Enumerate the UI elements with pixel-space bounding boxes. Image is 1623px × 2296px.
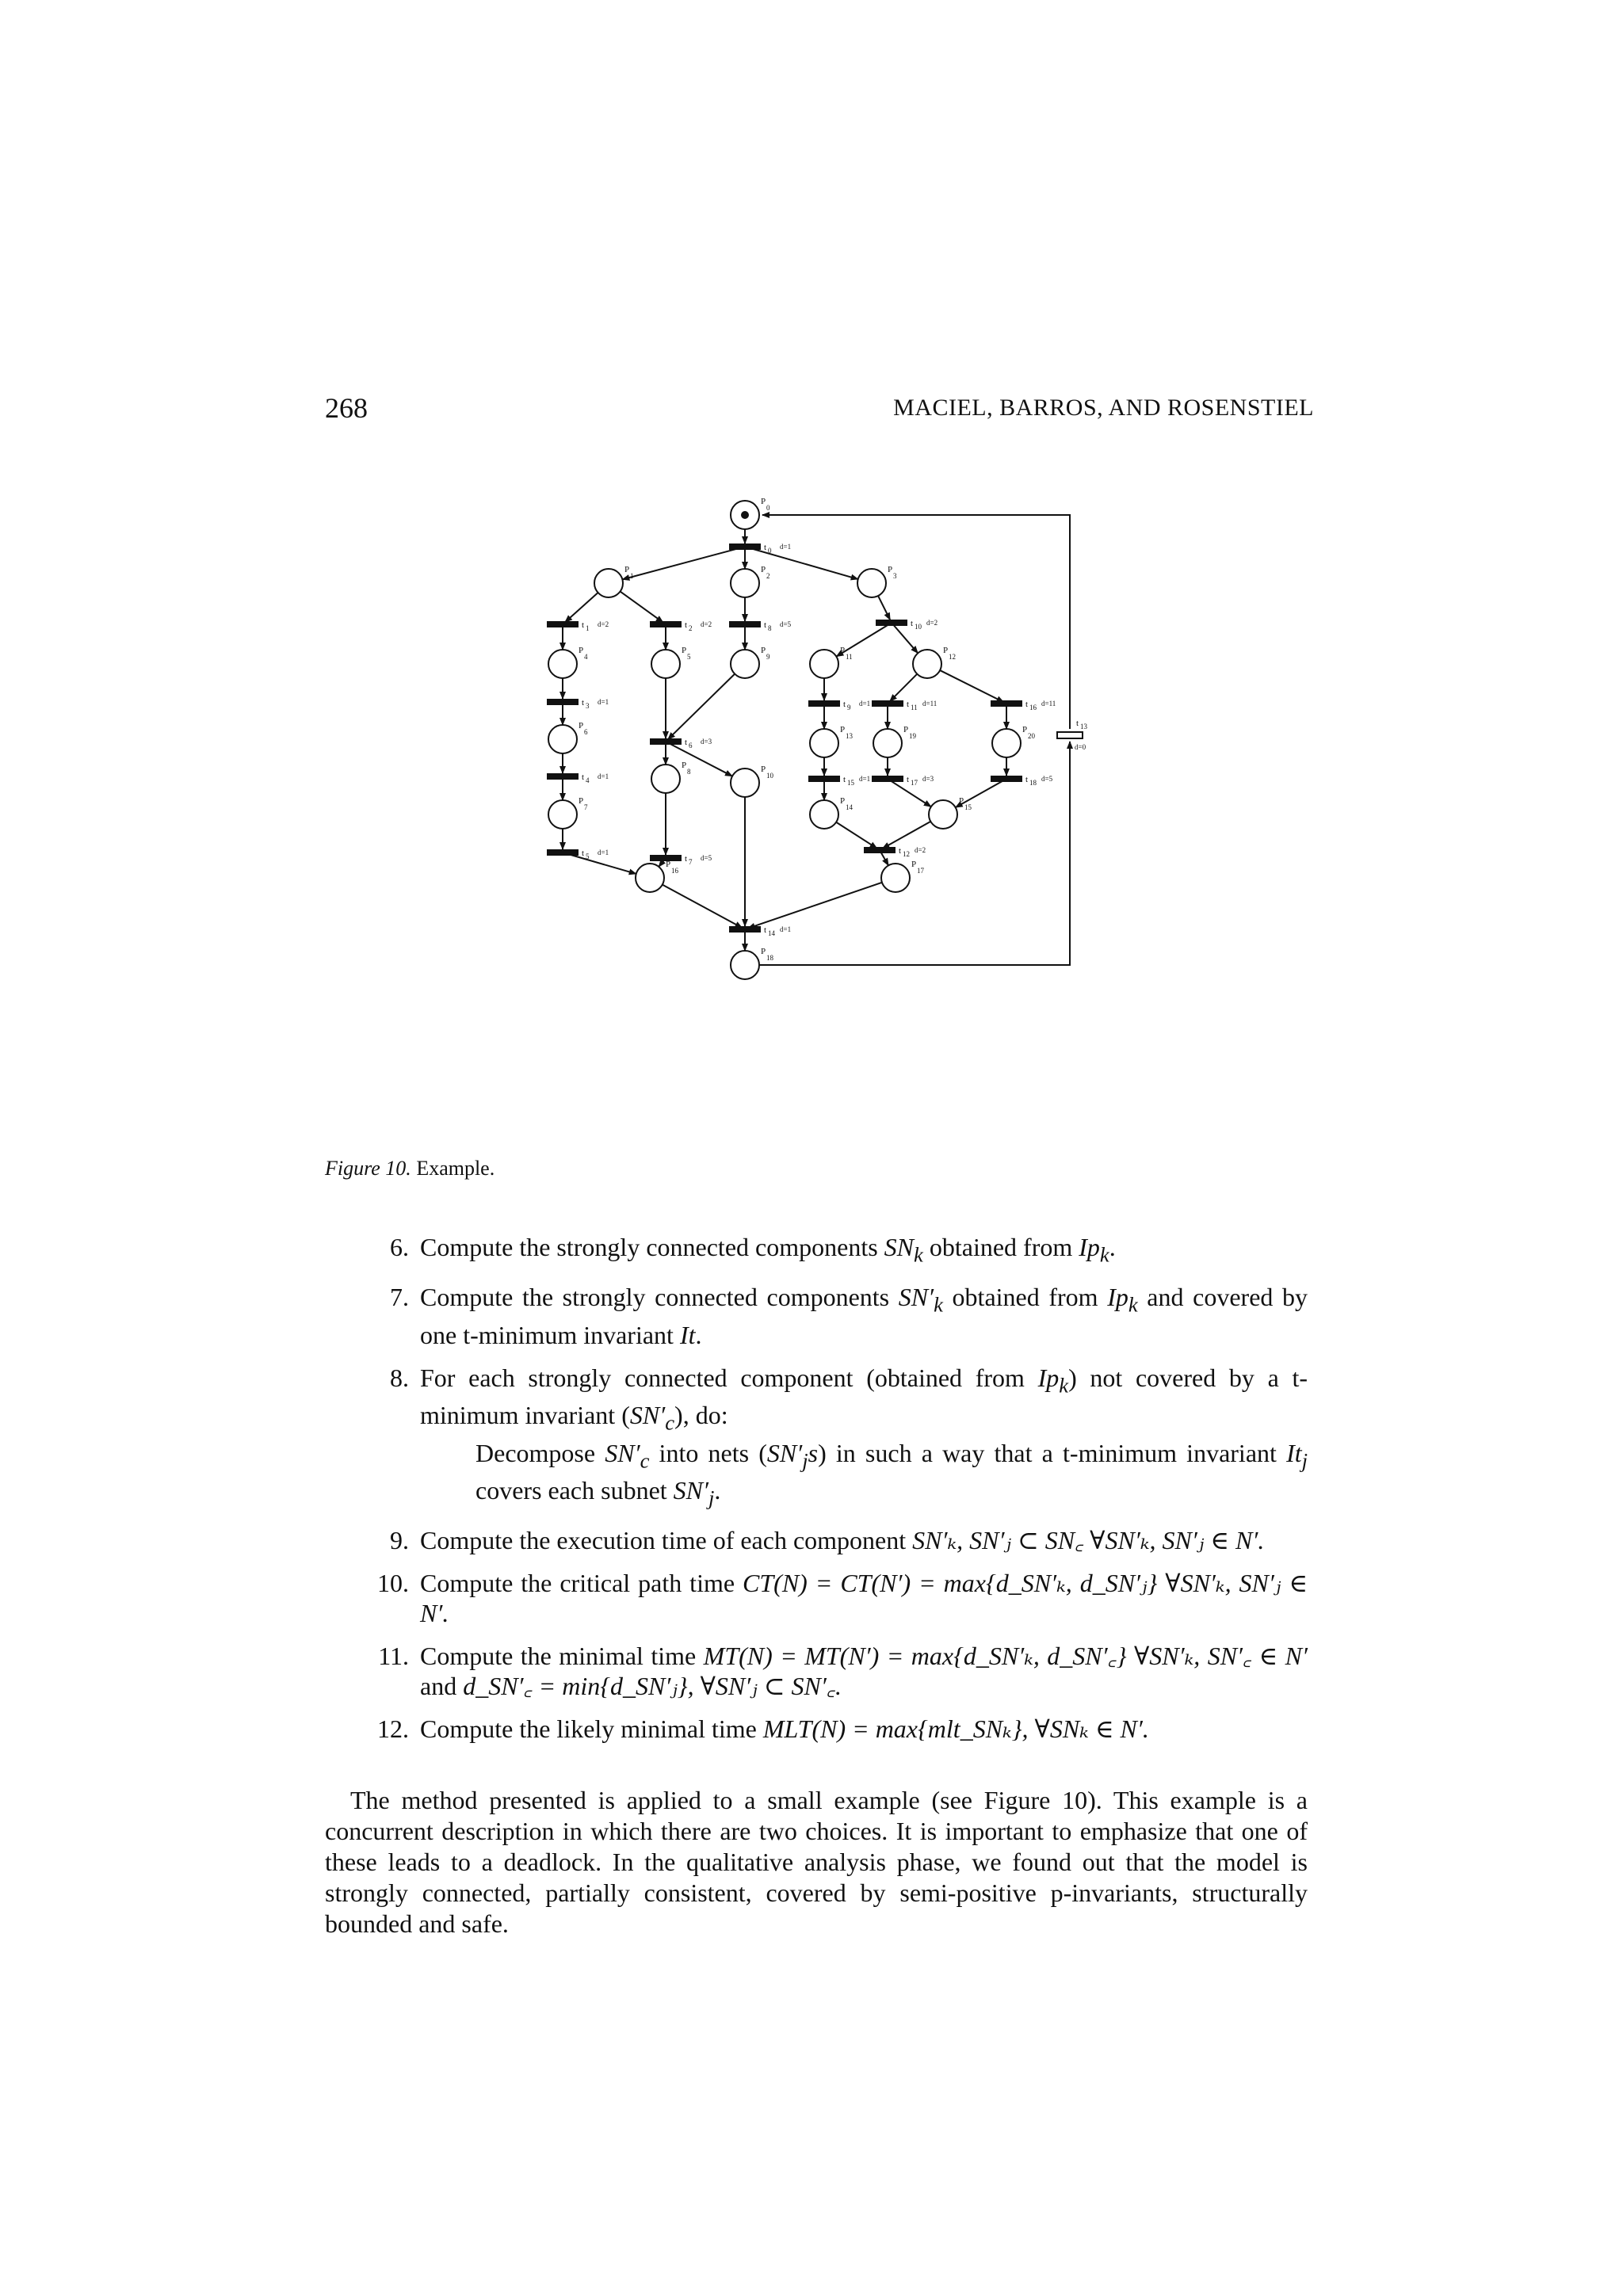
transition-label-sub: 5 (586, 852, 590, 860)
transition-label: t (582, 849, 585, 858)
transition-label: t (843, 700, 846, 709)
transition-label: t (764, 620, 767, 630)
place-label: P (761, 646, 766, 655)
place-p3 (857, 569, 886, 597)
place-p12 (913, 650, 941, 678)
place-label-sub: 3 (893, 572, 897, 580)
place-label: P (888, 565, 893, 574)
arc-t12-p17 (881, 852, 888, 865)
delay-label: d=11 (1041, 700, 1056, 707)
place-label-sub: 16 (671, 867, 678, 875)
caption-text: Example. (416, 1157, 495, 1180)
item-text: obtained from (922, 1233, 1079, 1261)
math-sub: k (1128, 1292, 1138, 1317)
place-p14 (810, 800, 838, 829)
figure-caption (325, 1157, 495, 1180)
transition-label: t (907, 775, 910, 784)
transition-label-sub: 0 (768, 547, 772, 555)
transition-label: t (1076, 719, 1079, 728)
transition-label-sub: 7 (689, 858, 693, 866)
transition-label: t (843, 775, 846, 784)
arc-p16-t14 (663, 885, 743, 929)
transition-label: t (582, 620, 585, 630)
place-label: P (1022, 725, 1028, 734)
math-sub: c (665, 1410, 675, 1435)
place-p9 (731, 650, 759, 678)
math-snk: SN (884, 1233, 914, 1261)
math-expression: CT(N) = CT(N′) = max{d_SN′ₖ, d_SN′ⱼ} ∀SN′ₖ, SN′ⱼ ∈ N′. (420, 1569, 1308, 1628)
place-label-sub: 18 (766, 954, 773, 962)
arc-p1-t2 (621, 592, 663, 623)
place-label: P (579, 646, 584, 655)
delay-label: d=2 (915, 846, 926, 854)
transition-label-sub: 6 (689, 742, 693, 749)
arc-p17-t14 (748, 883, 882, 929)
math-snpk: SN′ (898, 1283, 934, 1312)
math-snpc: SN′ (605, 1438, 640, 1467)
item-text: For each strongly connected component (obtained from (420, 1363, 1038, 1392)
list-item-6 (372, 1232, 1308, 1269)
math-sub: k (1099, 1242, 1109, 1267)
item-text: covers each subnet (475, 1475, 674, 1505)
transition-t18 (991, 776, 1022, 782)
arc-t0-p1 (622, 547, 742, 579)
math-sub: k (934, 1292, 943, 1317)
transition-t0 (729, 543, 761, 550)
item-text: Compute the likely minimal time (420, 1714, 763, 1744)
transition-label-sub: 8 (768, 624, 772, 632)
body-paragraph: The method presented is applied to a small example (see Figure 10). This example is a concurrent description in which there are two choices. It is important to emphasize that one of these leads to a deadlock. In the qualitative analysis phase, we found out that the model is strongly connected, partially consistent, covered by semi-positive p-invariants, structurally bounded and safe. (325, 1786, 1308, 1938)
transition-t2 (650, 621, 682, 627)
place-p19 (873, 729, 902, 757)
delay-label: d=5 (780, 620, 792, 628)
delay-label: d=11 (922, 700, 938, 707)
transition-t5 (547, 849, 579, 856)
place-p13 (810, 729, 838, 757)
item-text: . (714, 1475, 721, 1505)
item-text: ) not covered by a t-minimum invariant ( (420, 1363, 1308, 1430)
place-p7 (548, 800, 577, 829)
transition-t10 (876, 620, 907, 626)
place-p20 (992, 729, 1021, 757)
place-label-sub: 0 (766, 504, 770, 512)
transition-label: t (582, 698, 585, 707)
transition-label: t (582, 772, 585, 782)
place-label: P (682, 761, 687, 770)
math-expression: MT(N) = MT(N′) = max{d_SN′ₖ, d_SN′꜀} ∀SN′ₖ, SN′꜀ ∈ N′ (703, 1642, 1308, 1671)
place-label: P (959, 796, 964, 806)
transition-label-sub: 12 (903, 850, 910, 858)
math-s: s (808, 1438, 819, 1467)
place-label-sub: 1 (630, 572, 634, 580)
list-item-7 (372, 1282, 1308, 1349)
math-sub: k (914, 1242, 923, 1267)
math-sub: j (802, 1447, 808, 1472)
place-p1 (594, 569, 623, 597)
place-label: P (840, 725, 846, 734)
math-sub: j (708, 1486, 715, 1510)
place-label-sub: 11 (846, 653, 853, 661)
arc-p3-t10 (878, 596, 890, 620)
place-label-sub: 12 (949, 653, 956, 661)
transition-label: t (685, 620, 688, 630)
page-number: 268 (325, 392, 368, 424)
delay-label: d=5 (701, 854, 712, 862)
math-expression: MLT(N) = max{mlt_SNₖ}, ∀SNₖ ∈ N′. (762, 1714, 1149, 1744)
transition-label: t (764, 543, 767, 552)
place-label-sub: 5 (687, 653, 691, 661)
transition-t3 (547, 699, 579, 705)
item-text: Compute the minimal time (420, 1642, 704, 1671)
transition-t13 (1057, 732, 1083, 738)
place-label: P (761, 498, 766, 506)
item-text: ) in such a way that a t-minimum invariant (818, 1438, 1287, 1467)
transition-label-sub: 15 (847, 779, 854, 787)
delay-label: d=3 (701, 738, 712, 746)
math-snpj: SN′ (673, 1475, 709, 1505)
transition-label-sub: 2 (689, 624, 693, 632)
math-it: It (679, 1320, 696, 1349)
math-expression: d_SN′꜀ = min{d_SN′ⱼ}, ∀SN′ⱼ ⊂ SN′꜀. (463, 1672, 842, 1701)
item-text: Compute the execution time of each component (420, 1526, 913, 1555)
item-text: Decompose (475, 1438, 605, 1467)
math-itj: It (1286, 1438, 1302, 1467)
place-label: P (761, 765, 766, 774)
list-item-11 (372, 1641, 1308, 1701)
place-p4 (548, 650, 577, 678)
transition-label-sub: 4 (586, 776, 590, 784)
item-number: 7. (390, 1283, 409, 1312)
place-label-sub: 13 (846, 732, 853, 740)
delay-label: d=0 (1075, 743, 1086, 751)
transition-label: t (899, 846, 902, 856)
place-label-sub: 7 (584, 803, 588, 811)
place-label-sub: 2 (766, 572, 770, 580)
item-text: ), do: (674, 1401, 728, 1430)
transition-t12 (864, 847, 896, 853)
place-label: P (761, 947, 766, 956)
delay-label: d=1 (780, 543, 792, 551)
transition-label-sub: 1 (586, 624, 590, 632)
arc-p1-t1 (565, 593, 598, 622)
transition-label: t (1025, 775, 1029, 784)
math-ipk: Ip (1037, 1363, 1060, 1392)
item-number: 11. (378, 1642, 409, 1671)
transition-label-sub: 10 (915, 623, 922, 631)
arc-t0-p3 (748, 547, 858, 579)
list-item-9 (372, 1525, 1308, 1555)
delay-label: d=2 (598, 620, 609, 628)
place-label: P (666, 860, 671, 869)
arc-p12-t16 (940, 670, 1003, 702)
arc-t13-p0 (762, 515, 1070, 729)
delay-label: d=1 (780, 925, 792, 933)
transition-label-sub: 14 (768, 929, 775, 937)
procedure-list (372, 1232, 1308, 1756)
token (741, 511, 749, 519)
transition-t1 (547, 621, 579, 627)
math-ipk: Ip (1107, 1283, 1128, 1312)
item-8-subtext (420, 1438, 1308, 1513)
item-number: 9. (390, 1526, 409, 1555)
transition-label: t (907, 700, 910, 709)
delay-label: d=5 (1041, 775, 1053, 783)
list-item-10 (372, 1568, 1308, 1628)
item-number: 6. (390, 1233, 409, 1261)
transition-t14 (729, 926, 761, 933)
list-item-8 (372, 1363, 1308, 1513)
place-label-sub: 10 (766, 772, 773, 780)
transition-t11 (872, 700, 903, 707)
delay-label: d=1 (598, 698, 609, 706)
delay-label: d=2 (926, 619, 938, 627)
item-text: and covered by one t-minimum invariant (420, 1283, 1308, 1349)
item-text: . (695, 1320, 702, 1349)
item-text: and (420, 1672, 464, 1701)
item-text: into nets ( (649, 1438, 767, 1467)
petri-net-figure (523, 498, 1094, 1100)
transition-t17 (872, 776, 903, 782)
item-text: Compute the critical path time (420, 1569, 743, 1598)
place-label: P (911, 860, 917, 869)
transition-label-sub: 17 (911, 779, 918, 787)
running-head: MACIEL, BARROS, AND ROSENSTIEL (893, 395, 1314, 421)
math-sub: c (640, 1447, 650, 1472)
place-label-sub: 19 (909, 732, 916, 740)
transition-label: t (764, 925, 767, 935)
delay-label: d=2 (701, 620, 712, 628)
place-p2 (731, 569, 759, 597)
place-label: P (761, 565, 766, 574)
math-snpc: SN′ (629, 1401, 666, 1430)
place-label: P (682, 646, 687, 655)
math-expression: SN′ₖ, SN′ⱼ ⊂ SN꜀ ∀SN′ₖ, SN′ⱼ ∈ N′. (912, 1526, 1265, 1555)
place-label: P (943, 646, 949, 655)
transition-label: t (685, 854, 688, 864)
item-number: 12. (377, 1714, 409, 1744)
place-label-sub: 6 (584, 728, 588, 736)
place-label: P (840, 646, 846, 655)
place-p11 (810, 650, 838, 678)
transition-t8 (729, 621, 761, 627)
place-label-sub: 15 (964, 803, 972, 811)
transition-t15 (808, 776, 840, 782)
delay-label: d=1 (859, 700, 871, 707)
place-p18 (731, 951, 759, 979)
transition-label-sub: 16 (1029, 704, 1037, 711)
item-text: obtained from (942, 1283, 1108, 1312)
math-sub: k (1059, 1373, 1069, 1398)
item-text: . (1109, 1233, 1116, 1261)
transition-label-sub: 3 (586, 702, 590, 710)
place-label-sub: 9 (766, 653, 770, 661)
delay-label: d=1 (859, 775, 871, 783)
place-label: P (624, 565, 630, 574)
delay-label: d=3 (922, 775, 934, 783)
place-label-sub: 20 (1028, 732, 1035, 740)
place-label-sub: 4 (584, 653, 588, 661)
place-label: P (903, 725, 909, 734)
delay-label: d=1 (598, 772, 609, 780)
transition-t16 (991, 700, 1022, 707)
math-snpj: SN′ (766, 1438, 803, 1467)
transition-label: t (911, 619, 914, 628)
transition-label-sub: 13 (1080, 723, 1087, 730)
place-p16 (636, 864, 664, 892)
transition-label-sub: 18 (1029, 779, 1037, 787)
item-number: 8. (390, 1363, 409, 1392)
delay-label: d=1 (598, 849, 609, 856)
place-p17 (881, 864, 910, 892)
math-ipk: Ip (1079, 1233, 1100, 1261)
arc-p14-t12 (836, 822, 876, 849)
item-text: Compute the strongly connected components (420, 1233, 884, 1261)
math-sub: j (1301, 1447, 1308, 1472)
caption-label: Figure 10. (325, 1157, 411, 1180)
transition-t9 (808, 700, 840, 707)
place-label: P (840, 796, 846, 806)
place-label-sub: 14 (846, 803, 853, 811)
place-p15 (929, 800, 957, 829)
transition-label-sub: 9 (847, 704, 851, 711)
place-label: P (579, 796, 584, 806)
place-label: P (579, 721, 584, 730)
transition-label-sub: 11 (911, 704, 918, 711)
arc-t7-p16 (659, 860, 663, 867)
item-number: 10. (377, 1569, 409, 1598)
transition-t6 (650, 738, 682, 745)
place-p5 (651, 650, 680, 678)
place-label-sub: 8 (687, 768, 691, 776)
place-p10 (731, 769, 759, 797)
place-p8 (651, 765, 680, 793)
arc-p9-t6 (668, 674, 735, 740)
transition-t4 (547, 773, 579, 780)
transition-label: t (1025, 700, 1029, 709)
place-label-sub: 17 (917, 867, 924, 875)
list-item-12 (372, 1714, 1308, 1744)
arc-p12-t11 (890, 674, 917, 701)
place-p6 (548, 725, 577, 753)
item-text: Compute the strongly connected components (420, 1283, 899, 1312)
transition-label: t (685, 738, 688, 747)
arc-p15-t12 (882, 822, 930, 849)
